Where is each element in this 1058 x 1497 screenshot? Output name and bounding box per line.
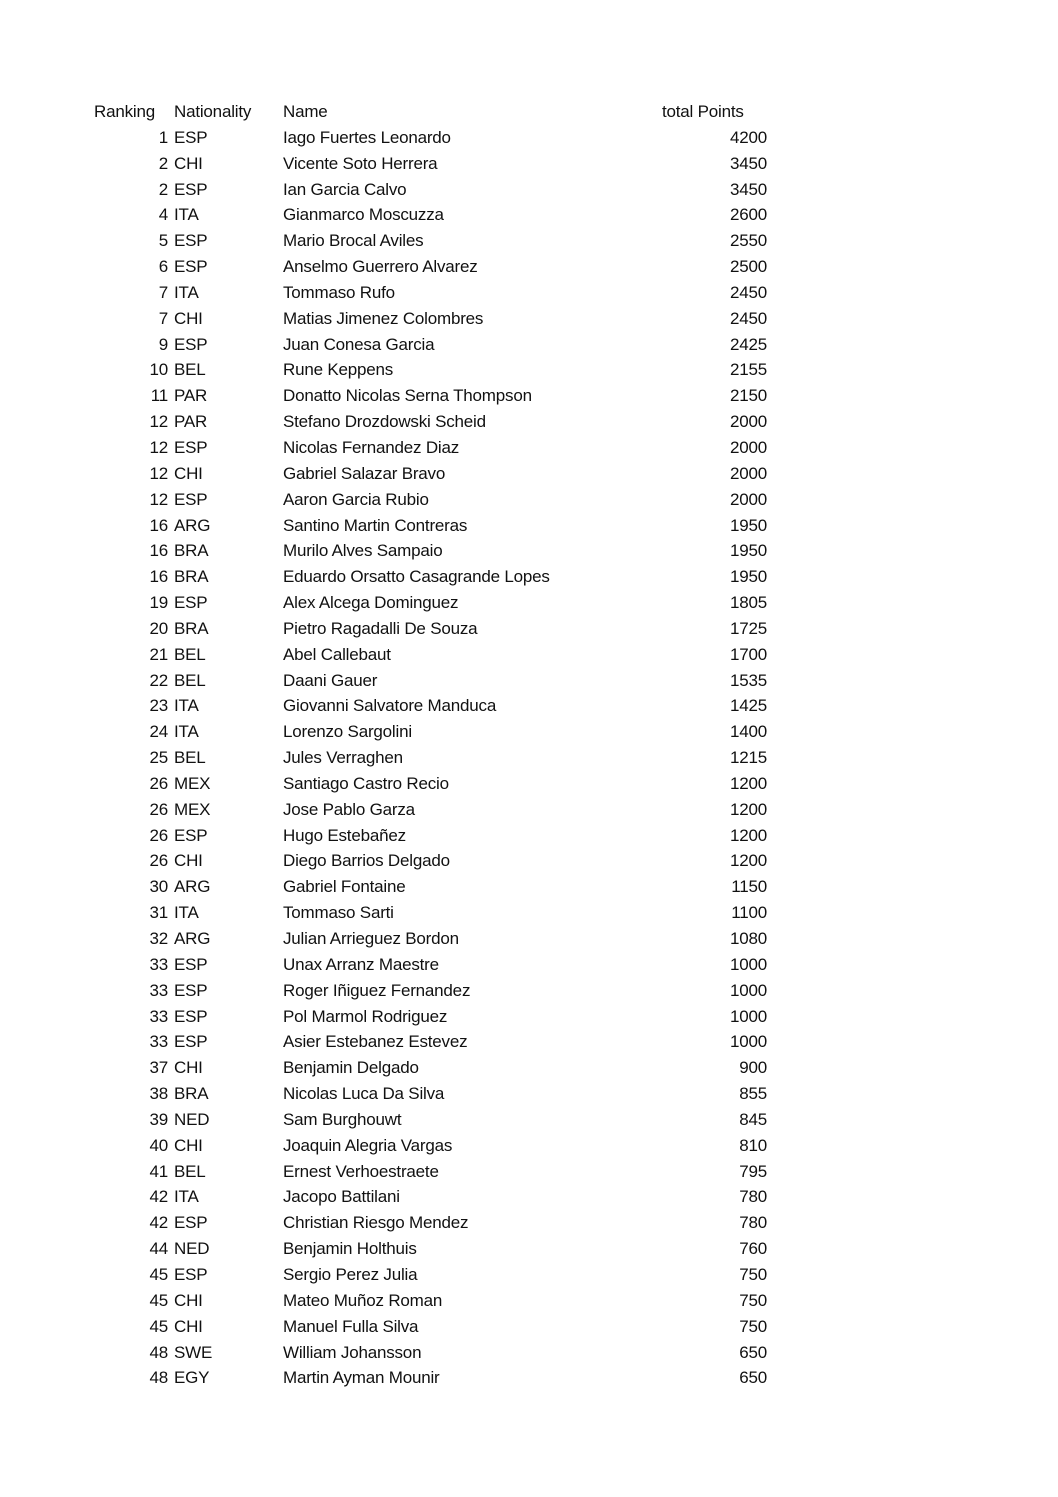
- table-row: [0, 1262, 1058, 1288]
- cell-name: Sam Burghouwt: [283, 1109, 402, 1129]
- cell-nationality: ESP: [174, 1006, 208, 1026]
- table-row: [0, 693, 1058, 719]
- cell-total-points: 1000: [729, 954, 767, 974]
- cell-name: William Johansson: [283, 1342, 422, 1362]
- cell-total-points: 780: [739, 1187, 767, 1207]
- table-header: [0, 99, 1058, 125]
- table-row: [0, 280, 1058, 306]
- cell-name: Iago Fuertes Leonardo: [283, 127, 451, 147]
- cell-name: Jacopo Battilani: [283, 1187, 400, 1207]
- table-row: [0, 978, 1058, 1004]
- cell-total-points: 2000: [729, 463, 767, 483]
- cell-name: Gabriel Fontaine: [283, 877, 406, 897]
- cell-total-points: 4200: [729, 127, 767, 147]
- cell-nationality: ARG: [174, 877, 211, 897]
- ranking-table: [0, 99, 1058, 1391]
- cell-nationality: ITA: [174, 282, 199, 302]
- table-row: [0, 848, 1058, 874]
- cell-total-points: 1425: [729, 696, 767, 716]
- cell-name: Asier Estebanez Estevez: [283, 1032, 468, 1052]
- cell-nationality: ESP: [174, 231, 208, 251]
- cell-ranking: 45: [149, 1264, 168, 1284]
- cell-name: Donatto Nicolas Serna Thompson: [283, 386, 532, 406]
- table-row: [0, 435, 1058, 461]
- table-row: [0, 1133, 1058, 1159]
- cell-ranking: 33: [149, 954, 168, 974]
- cell-ranking: 48: [149, 1342, 168, 1362]
- cell-name: Lorenzo Sargolini: [283, 722, 412, 742]
- cell-nationality: ITA: [174, 696, 199, 716]
- cell-nationality: ESP: [174, 334, 208, 354]
- cell-ranking: 22: [149, 670, 168, 690]
- cell-nationality: BRA: [174, 541, 209, 561]
- cell-ranking: 7: [158, 308, 168, 328]
- table-row: [0, 823, 1058, 849]
- cell-name: Nicolas Luca Da Silva: [283, 1084, 445, 1104]
- cell-total-points: 2500: [729, 257, 767, 277]
- table-row: [0, 952, 1058, 978]
- cell-nationality: NED: [174, 1109, 210, 1129]
- table-row: [0, 926, 1058, 952]
- table-row: [0, 202, 1058, 228]
- cell-total-points: 1805: [729, 593, 767, 613]
- cell-ranking: 6: [158, 257, 168, 277]
- cell-ranking: 45: [149, 1290, 168, 1310]
- cell-name: Stefano Drozdowski Scheid: [283, 412, 486, 432]
- table-row: [0, 461, 1058, 487]
- table-row: [0, 1210, 1058, 1236]
- cell-ranking: 39: [149, 1109, 168, 1129]
- cell-nationality: ESP: [174, 980, 208, 1000]
- table-row: [0, 538, 1058, 564]
- cell-ranking: 40: [149, 1135, 168, 1155]
- cell-nationality: ITA: [174, 205, 199, 225]
- cell-total-points: 1000: [729, 1006, 767, 1026]
- cell-name: Joaquin Alegria Vargas: [283, 1135, 453, 1155]
- cell-total-points: 2000: [729, 412, 767, 432]
- table-row: [0, 383, 1058, 409]
- cell-name: Abel Callebaut: [283, 644, 391, 664]
- cell-nationality: BEL: [174, 360, 206, 380]
- table-row: [0, 900, 1058, 926]
- cell-ranking: 20: [149, 618, 168, 638]
- cell-nationality: CHI: [174, 308, 203, 328]
- cell-total-points: 855: [739, 1084, 767, 1104]
- cell-nationality: CHI: [174, 1135, 203, 1155]
- cell-ranking: 42: [149, 1213, 168, 1233]
- cell-nationality: PAR: [174, 412, 208, 432]
- cell-name: Christian Riesgo Mendez: [283, 1213, 469, 1233]
- cell-name: Pol Marmol Rodriguez: [283, 1006, 448, 1026]
- header-ranking: Ranking: [94, 102, 155, 121]
- cell-total-points: 780: [739, 1213, 767, 1233]
- cell-name: Tommaso Sarti: [283, 903, 394, 923]
- cell-ranking: 16: [149, 541, 168, 561]
- cell-ranking: 45: [149, 1316, 168, 1336]
- cell-total-points: 1000: [729, 1032, 767, 1052]
- table-row: [0, 1236, 1058, 1262]
- header-name: Name: [283, 102, 328, 121]
- table-row: [0, 771, 1058, 797]
- cell-ranking: 25: [149, 748, 168, 768]
- cell-nationality: ESP: [174, 593, 208, 613]
- cell-ranking: 12: [149, 489, 168, 509]
- table-row: [0, 564, 1058, 590]
- cell-ranking: 31: [149, 903, 168, 923]
- cell-ranking: 26: [149, 825, 168, 845]
- cell-nationality: ESP: [174, 1213, 208, 1233]
- cell-total-points: 1200: [729, 799, 767, 819]
- cell-ranking: 42: [149, 1187, 168, 1207]
- cell-nationality: SWE: [174, 1342, 213, 1362]
- cell-nationality: CHI: [174, 851, 203, 871]
- table-row: [0, 228, 1058, 254]
- cell-ranking: 2: [158, 179, 168, 199]
- cell-nationality: BEL: [174, 748, 206, 768]
- table-row: [0, 616, 1058, 642]
- table-row: [0, 1081, 1058, 1107]
- cell-name: Murilo Alves Sampaio: [283, 541, 443, 561]
- cell-ranking: 12: [149, 437, 168, 457]
- cell-total-points: 2450: [729, 282, 767, 302]
- cell-name: Tommaso Rufo: [283, 282, 395, 302]
- cell-ranking: 37: [149, 1058, 168, 1078]
- cell-ranking: 21: [149, 644, 168, 664]
- cell-ranking: 12: [149, 463, 168, 483]
- cell-ranking: 38: [149, 1084, 168, 1104]
- cell-total-points: 2000: [729, 489, 767, 509]
- cell-name: Julian Arrieguez Bordon: [283, 929, 459, 948]
- cell-ranking: 10: [149, 360, 168, 380]
- cell-nationality: ESP: [174, 825, 208, 845]
- cell-name: Diego Barrios Delgado: [283, 851, 450, 871]
- cell-name: Santino Martin Contreras: [283, 515, 468, 535]
- cell-nationality: ESP: [174, 489, 208, 509]
- header-total-points: total Points: [662, 102, 744, 121]
- cell-nationality: CHI: [174, 1290, 203, 1310]
- cell-name: Sergio Perez Julia: [283, 1264, 418, 1284]
- cell-total-points: 2550: [729, 231, 767, 251]
- cell-name: Santiago Castro Recio: [283, 773, 449, 793]
- table-row: [0, 745, 1058, 771]
- cell-total-points: 3450: [729, 179, 767, 199]
- table-row: [0, 1340, 1058, 1366]
- cell-total-points: 1080: [729, 929, 767, 948]
- cell-total-points: 1950: [729, 515, 767, 535]
- table-row: [0, 254, 1058, 280]
- cell-nationality: ESP: [174, 1264, 208, 1284]
- cell-nationality: BRA: [174, 567, 209, 587]
- cell-ranking: 1: [158, 127, 168, 147]
- cell-total-points: 650: [739, 1342, 767, 1362]
- cell-name: Ernest Verhoestraete: [283, 1161, 439, 1181]
- cell-ranking: 23: [149, 696, 168, 716]
- cell-total-points: 1200: [729, 825, 767, 845]
- cell-name: Ian Garcia Calvo: [283, 179, 407, 199]
- cell-name: Alex Alcega Dominguez: [283, 593, 459, 613]
- cell-name: Gianmarco Moscuzza: [283, 205, 444, 225]
- table-row: [0, 1184, 1058, 1210]
- cell-nationality: MEX: [174, 799, 211, 819]
- cell-total-points: 2450: [729, 308, 767, 328]
- cell-ranking: 26: [149, 851, 168, 871]
- table-row: [0, 357, 1058, 383]
- cell-nationality: EGY: [174, 1368, 210, 1388]
- table-row: [0, 332, 1058, 358]
- cell-total-points: 650: [739, 1368, 767, 1388]
- cell-total-points: 750: [739, 1290, 767, 1310]
- cell-name: Nicolas Fernandez Diaz: [283, 437, 460, 457]
- cell-ranking: 26: [149, 773, 168, 793]
- cell-nationality: BRA: [174, 618, 209, 638]
- cell-ranking: 24: [149, 722, 168, 742]
- cell-total-points: 1725: [729, 618, 767, 638]
- cell-total-points: 1950: [729, 567, 767, 587]
- cell-nationality: BEL: [174, 670, 206, 690]
- cell-total-points: 1400: [729, 722, 767, 742]
- table-row: [0, 874, 1058, 900]
- cell-ranking: 7: [158, 282, 168, 302]
- table-row: [0, 1288, 1058, 1314]
- cell-ranking: 5: [158, 231, 168, 251]
- cell-name: Vicente Soto Herrera: [283, 153, 438, 173]
- cell-total-points: 2600: [729, 205, 767, 225]
- cell-name: Mateo Muñoz Roman: [283, 1290, 443, 1310]
- table-row: [0, 797, 1058, 823]
- cell-total-points: 1215: [729, 748, 767, 768]
- cell-nationality: ESP: [174, 954, 208, 974]
- cell-nationality: ESP: [174, 127, 208, 147]
- cell-nationality: ITA: [174, 903, 199, 923]
- cell-total-points: 2155: [729, 360, 767, 380]
- table-row: [0, 1365, 1058, 1391]
- cell-nationality: ESP: [174, 257, 208, 277]
- cell-ranking: 9: [158, 334, 168, 354]
- cell-total-points: 750: [739, 1316, 767, 1336]
- cell-nationality: BEL: [174, 1161, 206, 1181]
- table-row: [0, 642, 1058, 668]
- table-row: [0, 719, 1058, 745]
- table-row: [0, 1055, 1058, 1081]
- cell-nationality: PAR: [174, 386, 208, 406]
- cell-ranking: 4: [158, 205, 168, 225]
- table-row: [0, 125, 1058, 151]
- cell-total-points: 845: [739, 1109, 767, 1129]
- cell-ranking: 2: [158, 153, 168, 173]
- cell-name: Jules Verraghen: [283, 748, 403, 768]
- table-row: [0, 409, 1058, 435]
- table-row: [0, 513, 1058, 539]
- cell-ranking: 16: [149, 567, 168, 587]
- cell-nationality: BEL: [174, 644, 206, 664]
- cell-name: Juan Conesa Garcia: [283, 334, 435, 354]
- cell-total-points: 2425: [729, 334, 767, 354]
- cell-total-points: 1200: [729, 851, 767, 871]
- cell-name: Mario Brocal Aviles: [283, 231, 424, 251]
- cell-nationality: ESP: [174, 179, 208, 199]
- cell-name: Benjamin Holthuis: [283, 1239, 417, 1259]
- cell-total-points: 1100: [731, 903, 767, 923]
- table-row: [0, 1159, 1058, 1185]
- cell-name: Rune Keppens: [283, 360, 394, 380]
- table-row: [0, 668, 1058, 694]
- cell-ranking: 16: [149, 515, 168, 535]
- cell-nationality: NED: [174, 1239, 210, 1259]
- cell-name: Aaron Garcia Rubio: [283, 489, 429, 509]
- cell-total-points: 2150: [729, 386, 767, 406]
- table-row: [0, 151, 1058, 177]
- table-body: [0, 125, 1058, 1391]
- cell-nationality: ITA: [174, 1187, 199, 1207]
- cell-ranking: 33: [149, 980, 168, 1000]
- cell-ranking: 33: [149, 1032, 168, 1052]
- cell-nationality: CHI: [174, 1058, 203, 1078]
- table-row: [0, 590, 1058, 616]
- cell-name: Gabriel Salazar Bravo: [283, 463, 446, 483]
- cell-total-points: 1700: [729, 644, 767, 664]
- cell-nationality: MEX: [174, 773, 211, 793]
- cell-nationality: ESP: [174, 437, 208, 457]
- cell-total-points: 1950: [729, 541, 767, 561]
- cell-total-points: 2000: [729, 437, 767, 457]
- cell-name: Anselmo Guerrero Alvarez: [283, 257, 478, 277]
- cell-nationality: ITA: [174, 722, 199, 742]
- cell-ranking: 19: [149, 593, 168, 613]
- header-nationality: Nationality: [174, 102, 252, 121]
- cell-name: Eduardo Orsatto Casagrande Lopes: [283, 567, 550, 587]
- cell-nationality: BRA: [174, 1084, 209, 1104]
- cell-ranking: 30: [149, 877, 168, 897]
- cell-name: Manuel Fulla Silva: [283, 1316, 419, 1336]
- cell-ranking: 41: [149, 1161, 168, 1181]
- cell-total-points: 1535: [729, 670, 767, 690]
- table-row: [0, 306, 1058, 332]
- cell-name: Roger Iñiguez Fernandez: [283, 980, 471, 1000]
- cell-total-points: 795: [739, 1161, 767, 1181]
- cell-name: Daani Gauer: [283, 670, 378, 690]
- cell-nationality: ESP: [174, 1032, 208, 1052]
- cell-name: Martin Ayman Mounir: [283, 1368, 440, 1388]
- cell-name: Giovanni Salvatore Manduca: [283, 696, 497, 716]
- cell-total-points: 1000: [729, 980, 767, 1000]
- cell-ranking: 32: [149, 929, 168, 948]
- cell-total-points: 810: [739, 1135, 767, 1155]
- table-row: [0, 1107, 1058, 1133]
- cell-nationality: ARG: [174, 929, 211, 948]
- cell-ranking: 11: [150, 386, 168, 406]
- table-row: [0, 177, 1058, 203]
- cell-nationality: ARG: [174, 515, 211, 535]
- table-row: [0, 487, 1058, 513]
- table-row: [0, 1314, 1058, 1340]
- cell-ranking: 12: [149, 412, 168, 432]
- cell-nationality: CHI: [174, 1316, 203, 1336]
- cell-name: Matias Jimenez Colombres: [283, 308, 484, 328]
- cell-nationality: CHI: [174, 463, 203, 483]
- cell-total-points: 3450: [729, 153, 767, 173]
- cell-ranking: 26: [149, 799, 168, 819]
- cell-name: Unax Arranz Maestre: [283, 954, 439, 974]
- cell-ranking: 33: [149, 1006, 168, 1026]
- table-row: [0, 1004, 1058, 1030]
- cell-name: Jose Pablo Garza: [283, 799, 415, 819]
- cell-name: Hugo Estebañez: [283, 825, 406, 845]
- cell-total-points: 1200: [729, 773, 767, 793]
- cell-total-points: 760: [739, 1239, 767, 1259]
- cell-total-points: 900: [739, 1058, 767, 1078]
- cell-name: Benjamin Delgado: [283, 1058, 419, 1078]
- cell-total-points: 1150: [731, 877, 767, 897]
- cell-ranking: 48: [149, 1368, 168, 1388]
- table-row: [0, 1029, 1058, 1055]
- cell-nationality: CHI: [174, 153, 203, 173]
- cell-total-points: 750: [739, 1264, 767, 1284]
- cell-name: Pietro Ragadalli De Souza: [283, 618, 478, 638]
- cell-ranking: 44: [149, 1239, 168, 1259]
